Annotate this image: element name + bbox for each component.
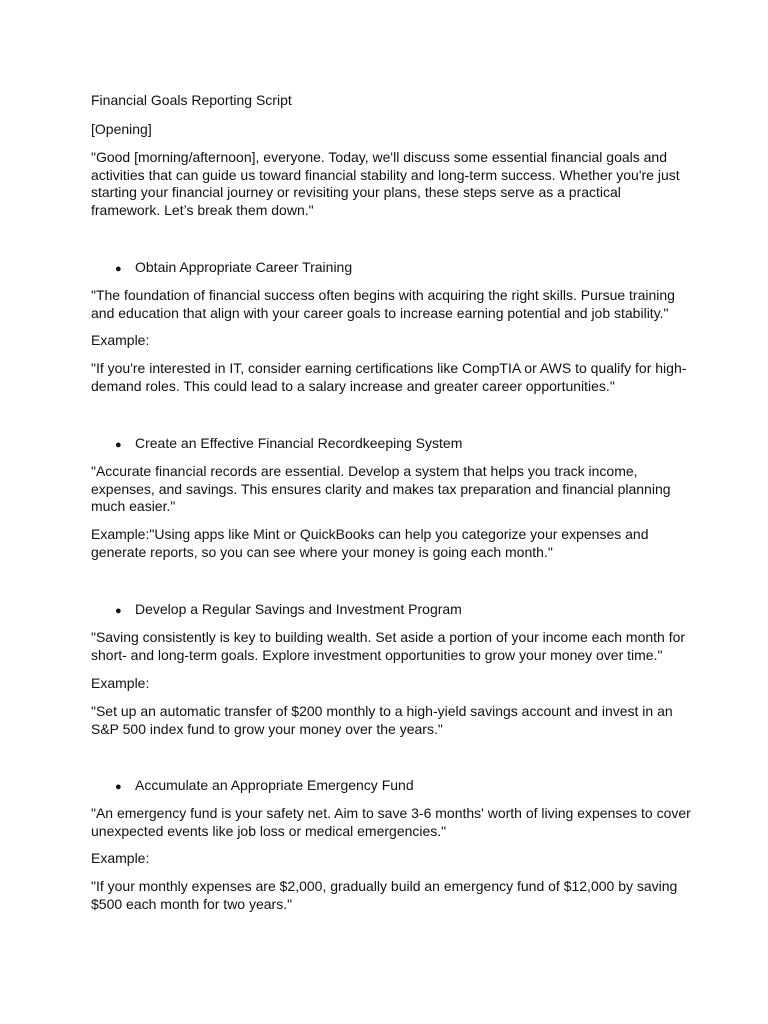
opening-paragraph: "Good [morning/afternoon], everyone. Today, we'll discuss some essential financial goals and activities that can guide us toward financial stability and long-term success. Whether you're just starting your financial journey or revisiting your plans, these steps serve as a practical framework. Let’s break them down." — [91, 149, 680, 218]
document-title: Financial Goals Reporting Script — [91, 92, 292, 108]
section-3-heading — [115, 601, 462, 621]
section-1-example-label: Example: — [91, 332, 150, 348]
section-4-body: "An emergency fund is your safety net. Aim to save 3-6 months' worth of living expenses to cover unexpected events like job loss or medical emergencies." — [91, 805, 691, 839]
section-4-heading-text: Accumulate an Appropriate Emergency Fund — [135, 777, 414, 793]
section-1-example: "If you're interested in IT, consider earning certifications like CompTIA or AWS to qualify for high-demand roles. This could lead to a salary increase and greater career opportunities." — [91, 360, 687, 394]
section-3-body: "Saving consistently is key to building wealth. Set aside a portion of your income each month for short- and long-term goals. Explore investment opportunities to grow your money over time." — [91, 629, 686, 663]
section-2-example: Example:"Using apps like Mint or QuickBooks can help you categorize your expenses and generate reports, so you can see where your money is going each month." — [91, 526, 649, 560]
section-3-heading-text: Develop a Regular Savings and Investment Program — [135, 601, 462, 617]
section-2-heading — [115, 435, 462, 455]
section-3-example: "Set up an automatic transfer of $200 monthly to a high-yield savings account and invest in an S&P 500 index fund to grow your money over the years." — [91, 703, 673, 737]
section-1-heading-text: Obtain Appropriate Career Training — [135, 259, 353, 275]
opening-label: [Opening] — [91, 121, 152, 137]
bullet-icon: ● — [115, 605, 122, 617]
section-4-heading — [115, 777, 414, 797]
bullet-icon: ● — [115, 781, 122, 793]
section-2-heading-text: Create an Effective Financial Recordkeeping System — [135, 435, 463, 451]
section-4-example-label: Example: — [91, 850, 150, 866]
section-4-example: "If your monthly expenses are $2,000, gradually build an emergency fund of $12,000 by saving $500 each month for two years." — [91, 878, 678, 912]
section-1-heading — [115, 259, 352, 279]
bullet-icon: ● — [115, 439, 122, 451]
section-3-example-label: Example: — [91, 675, 150, 691]
bullet-icon: ● — [115, 263, 122, 275]
section-1-body: "The foundation of financial success often begins with acquiring the right skills. Pursue training and education that align with your career goals to increase earning potential and job stability." — [91, 287, 675, 321]
section-2-body: "Accurate financial records are essential. Develop a system that helps you track income, expenses, and savings. This ensures clarity and makes tax preparation and financial planning much easier." — [91, 463, 671, 514]
